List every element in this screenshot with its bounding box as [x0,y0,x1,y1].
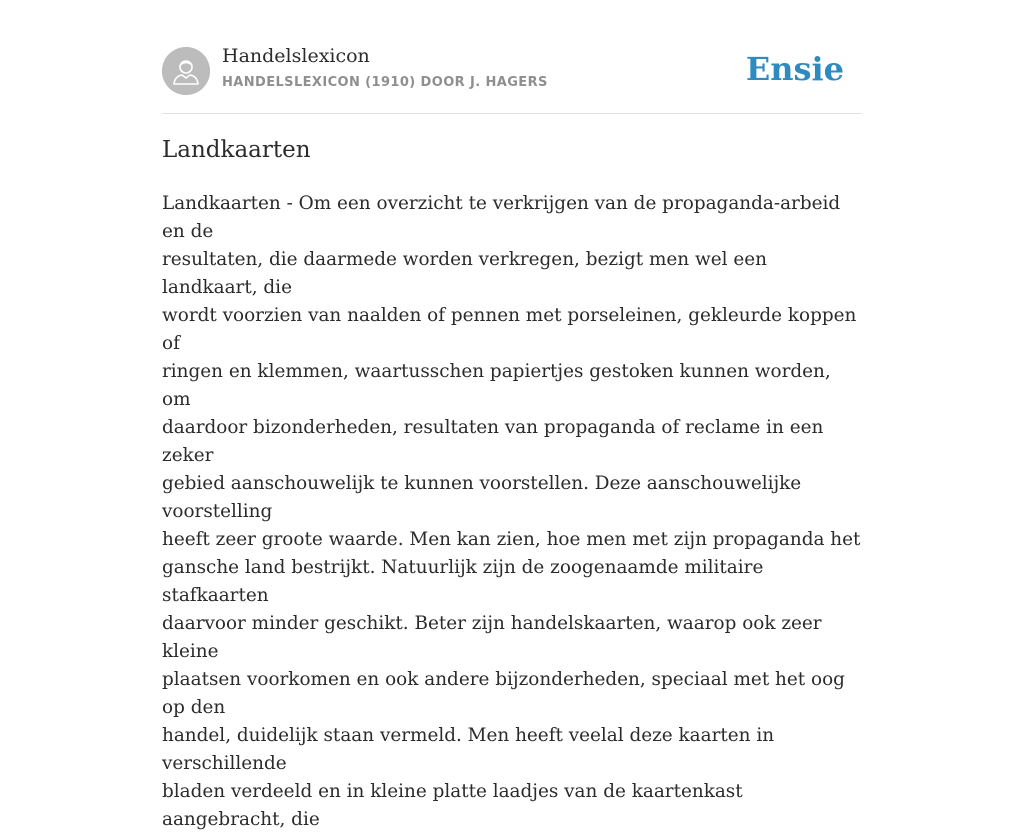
entry-body [162,190,862,834]
body-line: Landkaarten - Om een overzicht te verkrijgen van de propaganda-arbeid en de [162,193,841,242]
body-line: gebied aanschouwelijk te kunnen voorstellen. Deze aanschouwelijke voorstelling [162,473,802,522]
source-subtitle: HANDELSLEXICON (1910) DOOR J. HAGERS [222,75,548,90]
body-line: ringen en klemmen, waartusschen papiertjes gestoken kunnen worden, om [162,361,831,410]
body-line: wordt voorzien van naalden of pennen met porseleinen, gekleurde koppen of [162,305,857,354]
body-line: daarvoor minder geschikt. Beter zijn handelskaarten, waarop ook zeer kleine [162,613,822,662]
body-line: handel, duidelijk staan vermeld. Men heeft veelal deze kaarten in verschillende [162,725,775,774]
user-avatar-icon[interactable] [162,47,210,95]
source-title-link[interactable]: Handelslexicon [222,45,370,67]
body-line: gansche land bestrijkt. Natuurlijk zijn de zoogenaamde militaire stafkaarten [162,557,764,606]
entry-title: Landkaarten [162,137,311,163]
body-line: resultaten, die daarmede worden verkregen, bezigt men wel een landkaart, die [162,249,767,298]
body-line: plaatsen voorkomen en ook andere bijzonderheden, speciaal met het oog op den [162,669,845,718]
body-line: heeft zeer groote waarde. Men kan zien, hoe men met zijn propaganda het [162,529,861,550]
source-header [162,0,862,114]
content-column [162,0,862,830]
body-line: bladen verdeeld en in kleine platte laadjes van de kaartenkast aangebracht, die [162,781,743,830]
body-line: daardoor bizonderheden, resultaten van propaganda of reclame in een zeker [162,417,824,466]
brand-logo-link[interactable]: Ensie [745,50,844,88]
